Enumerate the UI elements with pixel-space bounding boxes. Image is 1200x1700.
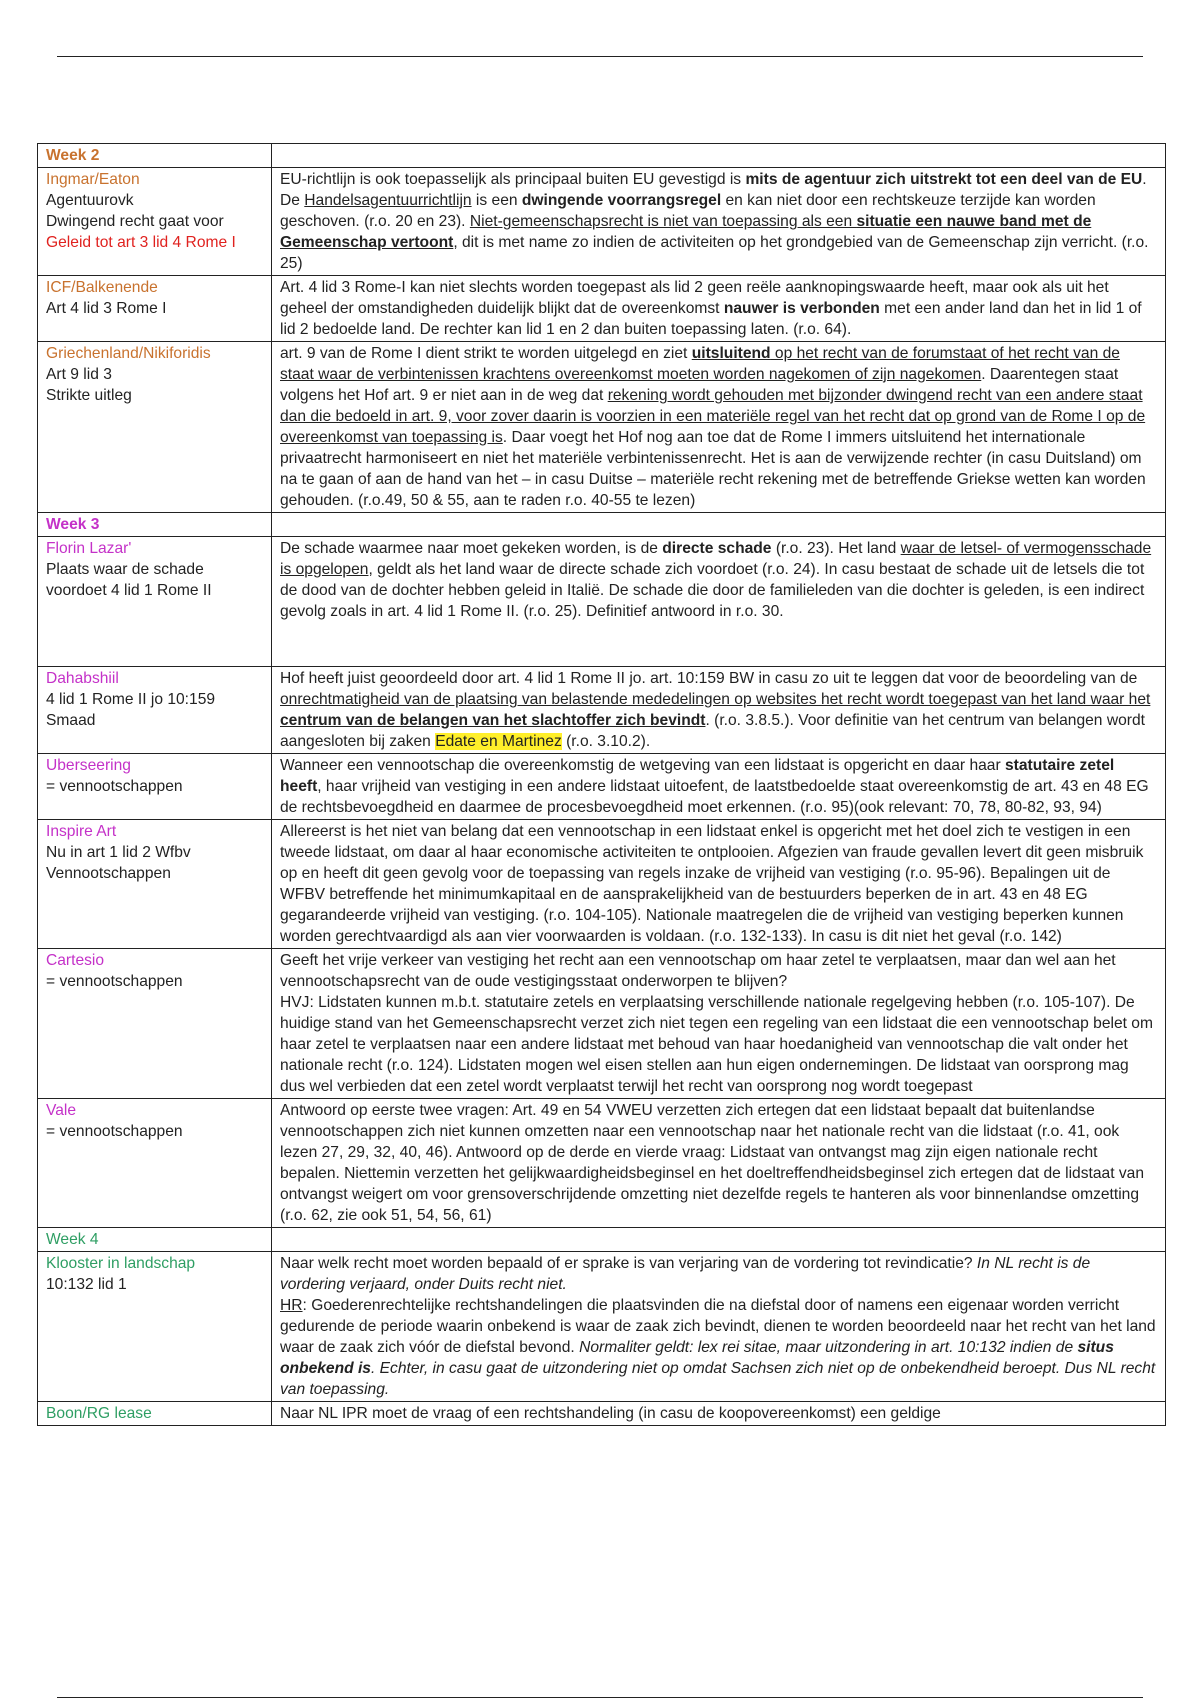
case-title: Vale [46, 1102, 77, 1119]
case-summary-cell: Allereerst is het niet van belang dat een vennootschap in een lidstaat enkel is opgericht met het doel zich te vestigen in een tweede lidstaat, om daar al haar economische activiteiten te ontplooien. Afgezien van fraude gevallen levert dit geen misbruik op en heeft dit geen gevolg voor de toepassing van regels inzake de vrijheid van vestiging (r.o. 95-96). Bepalingen uit de WFBV betreffende het minimumkapitaal en de aansprakelijkheid van de bestuurders beperken de in art. 43 en 48 EG gegarandeerde vrijheid van vestiging. (r.o. 104-105). Nationale maatregelen die de vrijheid van vestiging beperken kunnen worden gerechtvaardigd als aan vier voorwaarden is voldaan. (r.o. 132-133). In casu is dit niet het geval (r.o. 142) [272, 820, 1166, 949]
case-summary-cell: Wanneer een vennootschap die overeenkomstig de wetgeving van een lidstaat is opgericht en daar haar statutaire zetel heeft, haar vrijheid van vestiging in een andere lidstaat uitoefent, de laatstbedoelde staat overeenkomstig de art. 43 en 48 EG de rechtsbevoegdheid en daarmee de procesbevoegdheid moet erkennen. (r.o. 95)(ook relevant: 70, 78, 80-82, 93, 94) [272, 754, 1166, 820]
case-row-cartesio [38, 949, 1166, 1099]
case-title: ICF/Balkenende [46, 279, 158, 296]
case-name-cell [38, 820, 272, 949]
case-name-cell [38, 168, 272, 276]
week-empty-cell [272, 1228, 1166, 1252]
case-title: Ingmar/Eaton [46, 171, 140, 188]
case-note: Smaad [46, 712, 96, 729]
case-name-cell [38, 1402, 272, 1426]
case-summary-cell: Hof heeft juist geoordeeld door art. 4 lid 1 Rome II jo. art. 10:159 BW in casu zo uit te leggen dat voor de beoordeling van de onrechtmatigheid van de plaatsing van belastende mededelingen op websites het recht wordt toegepast van het land waar het centrum van de belangen van het slachtoffer zich bevindt. (r.o. 3.8.5.). Voor definitie van het centrum van belangen wordt aangesloten bij zaken Edate en Martinez (r.o. 3.10.2). [272, 667, 1166, 754]
case-note: Art 9 lid 3 [46, 366, 112, 383]
week-3-label: Week 3 [46, 516, 100, 533]
case-name-cell [38, 342, 272, 513]
case-row-vale [38, 1099, 1166, 1228]
case-summary-cell: EU-richtlijn is ook toepasselijk als principaal buiten EU gevestigd is mits de agentuur zich uitstrekt tot een deel van de EU. De Handelsagentuurrichtlijn is een dwingende voorrangsregel en kan niet door een rechtskeuze terzijde kan worden geschoven. (r.o. 20 en 23). Niet-gemeenschapsrecht is niet van toepassing als een situatie een nauwe band met de Gemeenschap vertoont, dit is met name zo indien de activiteiten op het grondgebied van de Gemeenschap zijn verricht. (r.o. 25) [272, 168, 1166, 276]
case-title: Inspire Art [46, 823, 117, 840]
footer-rule [57, 1697, 1143, 1698]
case-name-cell [38, 1099, 272, 1228]
case-title: Klooster in landschap [46, 1255, 196, 1272]
case-title: Dahabshiil [46, 670, 119, 687]
case-title: Boon/RG lease [46, 1405, 152, 1422]
case-row-dahabshiil [38, 667, 1166, 754]
case-name-cell [38, 276, 272, 342]
case-summary-cell: Antwoord op eerste twee vragen: Art. 49 en 54 VWEU verzetten zich ertegen dat een lidstaat bepaalt dat buitenlandse vennootschappen zich niet kunnen omzetten naar een vennootschap naar het nationale recht van die lidstaat (r.o. 41, ook lezen 27, 29, 32, 40, 46). Antwoord op de derde en vierde vraag: Lidstaat van ontvangst mag zijn eigen nationale recht bepalen. Niettemin verzetten het gelijkwaardigheidsbeginsel en het doeltreffendheidsbeginsel zich ertegen dat de lidstaat van ontvangst weigert om voor grensoverschrijdende omzetting niet dezelfde regels te hanteren als voor binnenlandse omzetting (r.o. 62, zie ook 51, 54, 56, 61) [272, 1099, 1166, 1228]
case-name-cell [38, 754, 272, 820]
week-row-2 [38, 144, 1166, 168]
case-summary-cell: De schade waarmee naar moet gekeken worden, is de directe schade (r.o. 23). Het land waar de letsel- of vermogensschade is opgelopen, geldt als het land waar de directe schade zich voordoet (r.o. 24). In casu bestaat de schade uit de letsels die tot de dood van de dochter hebben geleid in Italië. De schade die door de familieleden van die dochter is geleden, is een indirect gevolg zoals in art. 4 lid 1 Rome II. (r.o. 25). Definitief antwoord in r.o. 30. [272, 537, 1166, 667]
case-title: Griechenland/Nikiforidis [46, 345, 211, 362]
case-notes-table [37, 143, 1166, 1426]
case-row-boon [38, 1402, 1166, 1426]
case-note: Dwingend recht gaat voor [46, 213, 224, 230]
case-note: Strikte uitleg [46, 387, 132, 404]
case-note: Agentuurovk [46, 192, 134, 209]
case-summary-cell: art. 9 van de Rome I dient strikt te worden uitgelegd en ziet uitsluitend op het recht van de forumstaat of het recht van de staat waar de verbintenissen krachtens overeenkomst moeten worden nagekomen of zijn nagekomen. Daarentegen staat volgens het Hof art. 9 er niet aan in de weg dat rekening wordt gehouden met bijzonder dwingend recht van een andere staat dan die bedoeld in art. 9, voor zover daarin is voorzien in een materiële regel van het recht dat op grond van de Rome I op de overeenkomst van toepassing is. Daar voegt het Hof nog aan toe dat de Rome I immers uitsluitend het internationale privaatrecht harmoniseert en niet het materiële verbintenissenrecht. Het is aan de verwijzende rechter (in casu Duitsland) om na te gaan of aan de hand van het – in casu Duitse – materiële recht rekening met de betreffende Griekse wetten kan worden gehouden. (r.o.49, 50 & 55, aan te raden r.o. 40-55 te lezen) [272, 342, 1166, 513]
case-row-ingmar [38, 168, 1166, 276]
week-label-cell [38, 513, 272, 537]
case-note: 10:132 lid 1 [46, 1276, 127, 1293]
case-title: Cartesio [46, 952, 105, 969]
case-summary-cell: Art. 4 lid 3 Rome-I kan niet slechts worden toegepast als lid 2 geen reële aanknopingswaarde heeft, maar ook als uit het geheel der omstandigheden duidelijk blijkt dat de overeenkomst nauwer is verbonden met een ander land dan het in lid 1 of lid 2 bedoelde land. De rechter kan lid 1 en 2 dan buiten toepassing laten. (r.o. 64). [272, 276, 1166, 342]
week-row-4 [38, 1228, 1166, 1252]
case-summary-cell: Naar welk recht moet worden bepaald of er sprake is van verjaring van de vordering tot revindicatie? In NL recht is de vordering verjaard, onder Duits recht niet. HR: Goederenrechtelijke rechtshandelingen die plaatsvinden die na diefstal door of namens een eigenaar worden verricht gedurende de periode waarin onbekend is waar de zaak zich bevindt, dienen te worden beoordeeld naar het recht van het land waar de zaak zich vóór de diefstal bevond. Normaliter geldt: lex rei sitae, maar uitzondering in art. 10:132 indien de situs onbekend is. Echter, in casu gaat de uitzondering niet op omdat Sachsen zich niet op de onbekendheid beroept. Dus NL recht van toepassing. [272, 1252, 1166, 1402]
case-row-griekenland [38, 342, 1166, 513]
week-4-label: Week 4 [46, 1231, 99, 1248]
case-row-icf [38, 276, 1166, 342]
case-note: = vennootschappen [46, 778, 183, 795]
highlighted-reference: Edate en Martinez [435, 733, 562, 750]
header-rule [57, 56, 1143, 57]
case-row-klooster [38, 1252, 1166, 1402]
case-row-inspire [38, 820, 1166, 949]
case-name-cell [38, 537, 272, 667]
case-name-cell [38, 949, 272, 1099]
week-row-3 [38, 513, 1166, 537]
week-label-cell [38, 1228, 272, 1252]
case-note: = vennootschappen [46, 1123, 183, 1140]
case-title: Uberseering [46, 757, 131, 774]
case-row-uberseering [38, 754, 1166, 820]
case-note: Vennootschappen [46, 865, 171, 882]
case-note: Nu in art 1 lid 2 Wfbv [46, 844, 191, 861]
week-label-cell [38, 144, 272, 168]
case-note: Plaats waar de schade voordoet 4 lid 1 Rome II [46, 561, 212, 599]
week-empty-cell [272, 144, 1166, 168]
case-note-red: Geleid tot art 3 lid 4 Rome I [46, 234, 236, 251]
week-empty-cell [272, 513, 1166, 537]
case-name-cell [38, 667, 272, 754]
case-note: = vennootschappen [46, 973, 183, 990]
case-title: Florin Lazar' [46, 540, 132, 557]
case-summary-cell: Naar NL IPR moet de vraag of een rechtshandeling (in casu de koopovereenkomst) een geldige [272, 1402, 1166, 1426]
case-note: Art 4 lid 3 Rome I [46, 300, 167, 317]
week-2-label: Week 2 [46, 147, 100, 164]
case-note: 4 lid 1 Rome II jo 10:159 [46, 691, 216, 708]
case-row-florin [38, 537, 1166, 667]
case-summary-cell: Geeft het vrije verkeer van vestiging het recht aan een vennootschap om haar zetel te verplaatsen, maar dan wel aan het vennootschapsrecht van de oude vestigingsstaat onderworpen te blijven? HVJ: Lidstaten kunnen m.b.t. statutaire zetels en verplaatsing verschillende nationale regelgeving hebben (r.o. 105-107). De huidige stand van het Gemeenschapsrecht verzet zich niet tegen een regeling van een lidstaat die een vennootschap belet om haar zetel te verplaatsen naar een andere lidstaat met behoud van haar hoedanigheid van vennootschap die valt onder het nationale recht (r.o. 124). Lidstaten mogen wel eisen stellen aan hun eigen ondernemingen. De lidstaat van oorsprong mag dus wel verbieden dat een zetel wordt verplaatst terwijl het recht van oorsprong nog wordt toegepast [272, 949, 1166, 1099]
case-name-cell [38, 1252, 272, 1402]
